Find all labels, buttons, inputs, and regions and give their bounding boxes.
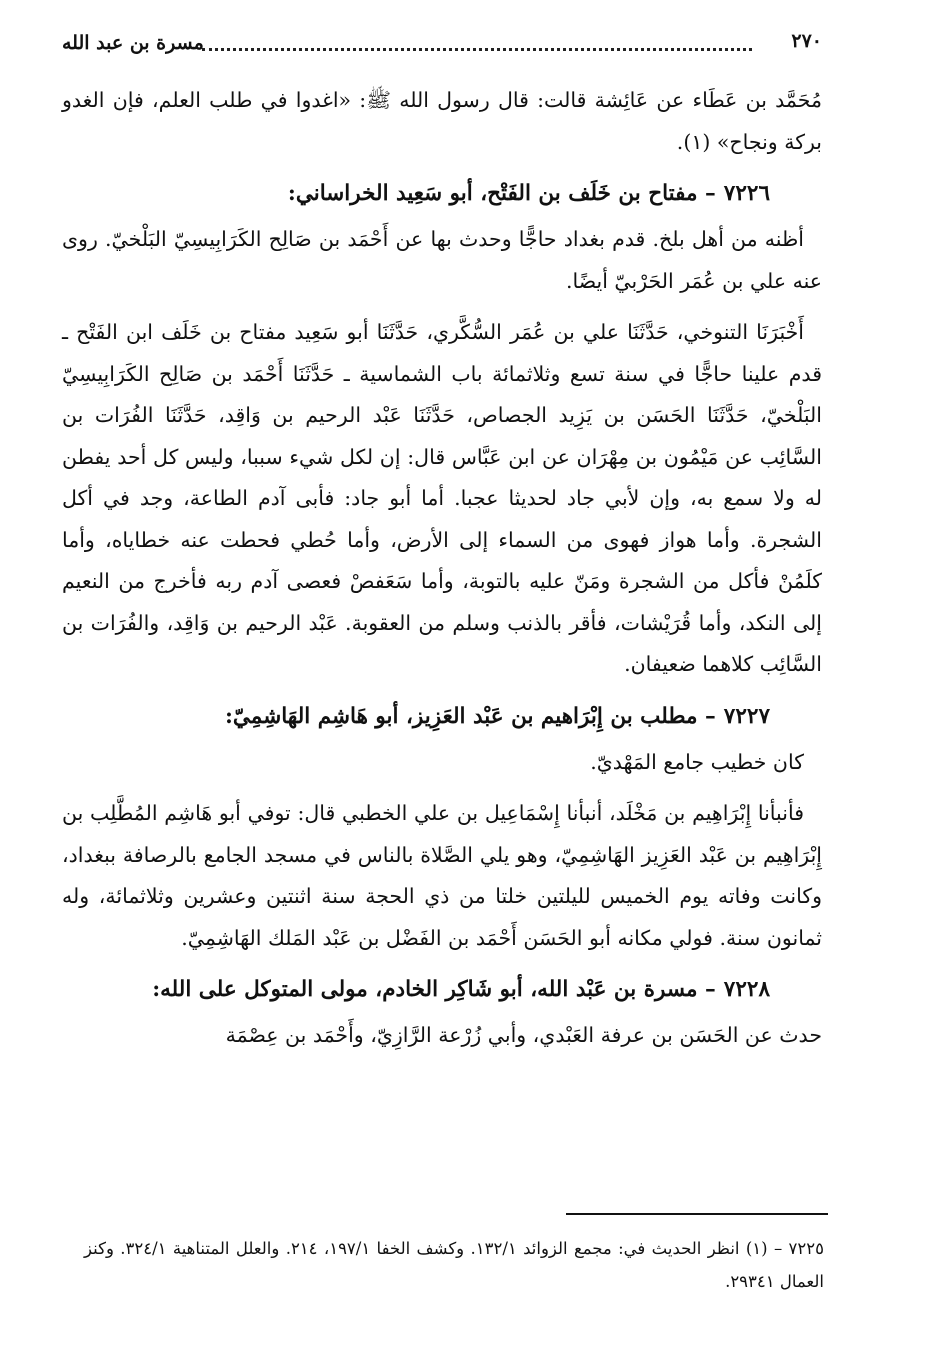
entry-title: – مفتاح بن خَلَف بن الفَتْح، أبو سَعِيد الخراساني: xyxy=(287,181,716,206)
continuation-paragraph: مُحَمَّد بن عَطَاء عن عَائِشة قالت: قال رسول الله ﷺ: «اغدوا في طلب العلم، فإن الغدو بركة ونجاح» (١). xyxy=(62,88,822,154)
entry-7227-paragraph-2: فأنبأنا إِبْرَاهِيم بن مَخْلَد، أنبأنا إِسْمَاعِيل بن علي الخطبي قال: توفي أبو هَاشِم المُطَّلِب بن إِبْرَاهِيم بن عَبْد العَزِيز الهَاشِمِيّ، وهو يلي الصَّلاة بالناس في مسجد الجامع بالرصافة ببغداد، وكانت وفاته يوم الخميس لليلتين خلتا من ذي الحجة سنة اثنتين وعشرين وثلاثمائة، وله ثمانون سنة. فولي مكانه أبو الحَسَن أَحْمَد بن الفَضْل بن عَبْد المَلك الهَاشِمِيّ. xyxy=(62,801,822,950)
footnote-divider xyxy=(566,1213,828,1215)
entry-title: – مطلب بن إِبْرَاهيم بن عَبْد العَزِيز، أبو هَاشِم الهَاشِمِيّ: xyxy=(224,703,716,729)
entry-heading-7226 xyxy=(62,173,822,215)
entry-heading-7228 xyxy=(62,969,822,1011)
entry-7226-paragraph-2: أَخْبَرَنَا التنوخي، حَدَّثَنَا علي بن عُمَر السُّكَّري، حَدَّثَنَا أبو سَعِيد مفتاح بن خَلَف ابن الفَتْح ـ قدم علينا حاجًّا في سنة تسع وثلاثمائة باب الشماسية ـ حَدَّثَنَا أَحْمَد بن صَالِح الكَرَابِيسِيّ البَلْخيّ، حَدَّثَنَا الحَسَن بن يَزِيد الجصاص، حَدَّثَنَا عَبْد الرحيم بن وَاقِد، حَدَّثَنَا الفُرَات بن السَّائِب عن مَيْمُون بن مِهْرَان عن ابن عَبَّاس قال: إن لكل شيء سببا، وليس كل أحد يفطن له ولا سمع به، وإن لأبي جاد لحديثا عجبا. أما أبو جاد: فأبى آدم الطاعة، وجد في أكل الشجرة. وأما هواز فهوى من السماء إلى الأرض، وأما حُطي فحطت عنه خطاياه، وأما كلَمُنْ فأكل من الشجرة ومَنّ عليه بالتوبة، وأما سَعَفصْ فعصى آدم ربه فأخرج من النعيم إلى النكد، وأما قُرَيْشات، فأقر بالذنب وسلم من العقوبة. عَبْد الرحيم بن وَاقِد، والفُرَات بن السَّائِب كلاهما ضعيفان. xyxy=(62,320,822,676)
page-body xyxy=(62,80,822,1057)
entry-7228-paragraph-1: حدث عن الحَسَن بن عرفة العَبْدي، وأبي زُرْعة الرَّازِيّ، وأَحْمَد بن عِصْمَة xyxy=(225,1023,822,1047)
entry-title: – مسرة بن عَبْد الله، أبو شَاكِر الخادم، مولى المتوكل على الله: xyxy=(152,977,716,1002)
page-header xyxy=(62,28,822,64)
entry-number: ٧٢٢٧ xyxy=(723,703,770,729)
page-number: ٢٧٠ xyxy=(791,30,822,52)
header-dot-leader xyxy=(202,48,752,51)
entry-7227-paragraph-1: كان خطيب جامع المَهْديّ. xyxy=(590,749,804,774)
entry-7226-paragraph-1: أظنه من أهل بلخ. قدم بغداد حاجًّا وحدث بها عن أَحْمَد بن صَالِح الكَرَابِيسِيّ البَلْخيّ. روى عنه علي بن عُمَر الحَرْبيّ أيضًا. xyxy=(62,227,822,293)
entry-number: ٧٢٢٨ xyxy=(723,977,770,1002)
footnotes: ٧٢٢٥ – (١) انظر الحديث في: مجمع الزوائد ١٣٢/١. وكشف الخفا ١٩٧/١، ٢١٤. والعلل المتناهية ٣٢٤/١. وكنز العمال ٢٩٣٤١. xyxy=(84,1239,824,1291)
entry-number: ٧٢٢٦ xyxy=(723,181,770,206)
entry-heading-7227 xyxy=(62,696,822,738)
running-title: مسرة بن عبد الله xyxy=(62,32,204,54)
